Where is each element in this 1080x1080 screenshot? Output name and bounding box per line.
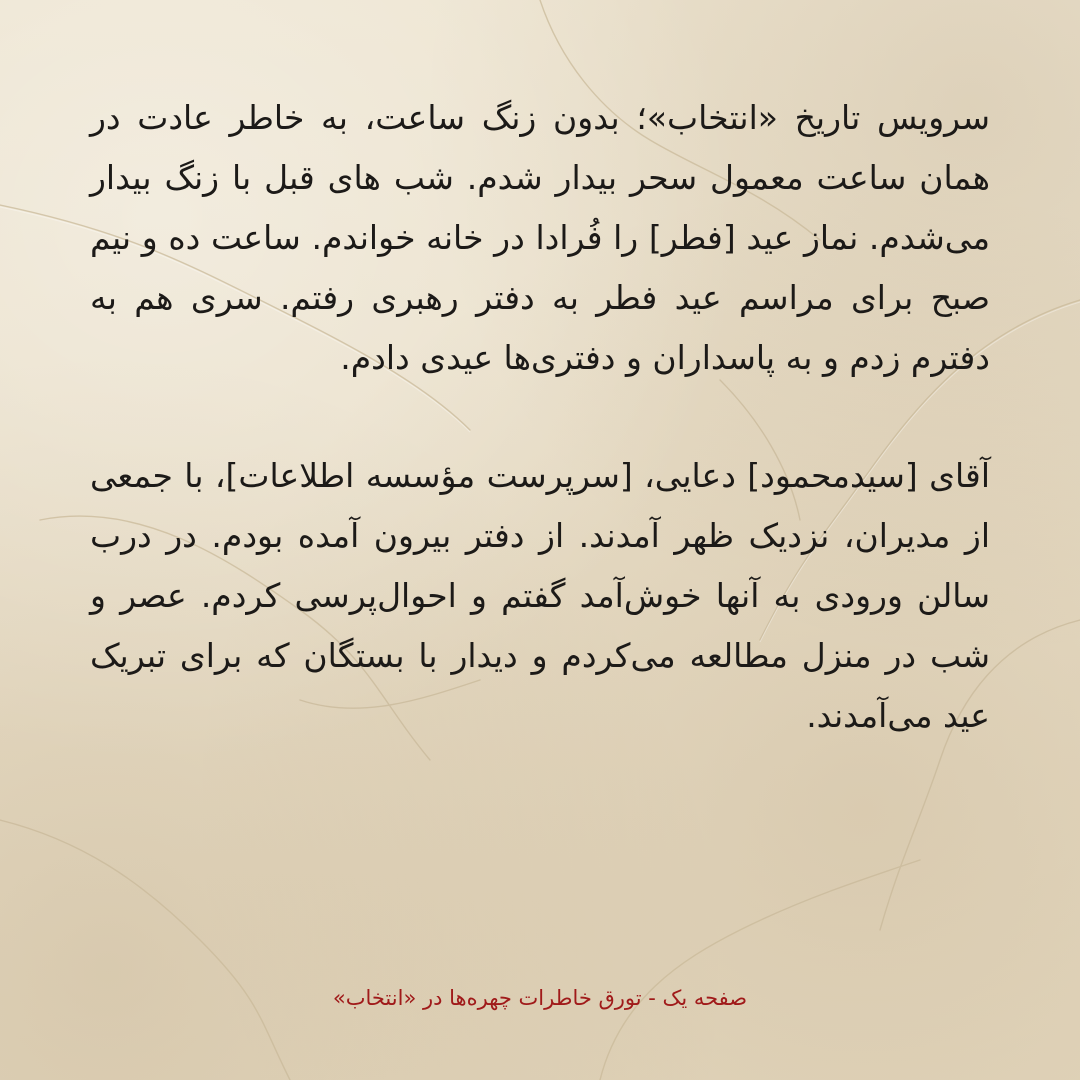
memoir-text bbox=[90, 88, 990, 746]
paragraph-1: سرویس تاریخ «انتخاب»؛ بدون زنگ ساعت، به خاطر عادت در همان ساعت معمول سحر بیدار شدم. شب های قبل با زنگ بیدار می‌شدم. نماز عید [فطر] را فُرادا در خانه خواندم. ساعت ده و نیم صبح برای مراسم عید فطر به دفتر رهبری رفتم. سری هم به دفترم زدم و به پاسداران و دفتری‌ها عیدی دادم. bbox=[90, 98, 990, 377]
paragraph-2: آقای [سیدمحمود] دعایی، [سرپرست مؤسسه اطلاعات]، با جمعی از مدیران، نزدیک ظهر آمدند. از دفتر بیرون آمده بودم. در درب سالن ورودی به آنها خوش‌آمد گفتم و احوال‌پرسی کردم. عصر و شب در منزل مطالعه می‌کردم و دیدار با بستگان که برای تبریک عید می‌آمدند. bbox=[90, 456, 990, 735]
footer-caption: صفحه یک - تورق خاطرات چهره‌ها در «انتخاب» bbox=[332, 986, 748, 1010]
